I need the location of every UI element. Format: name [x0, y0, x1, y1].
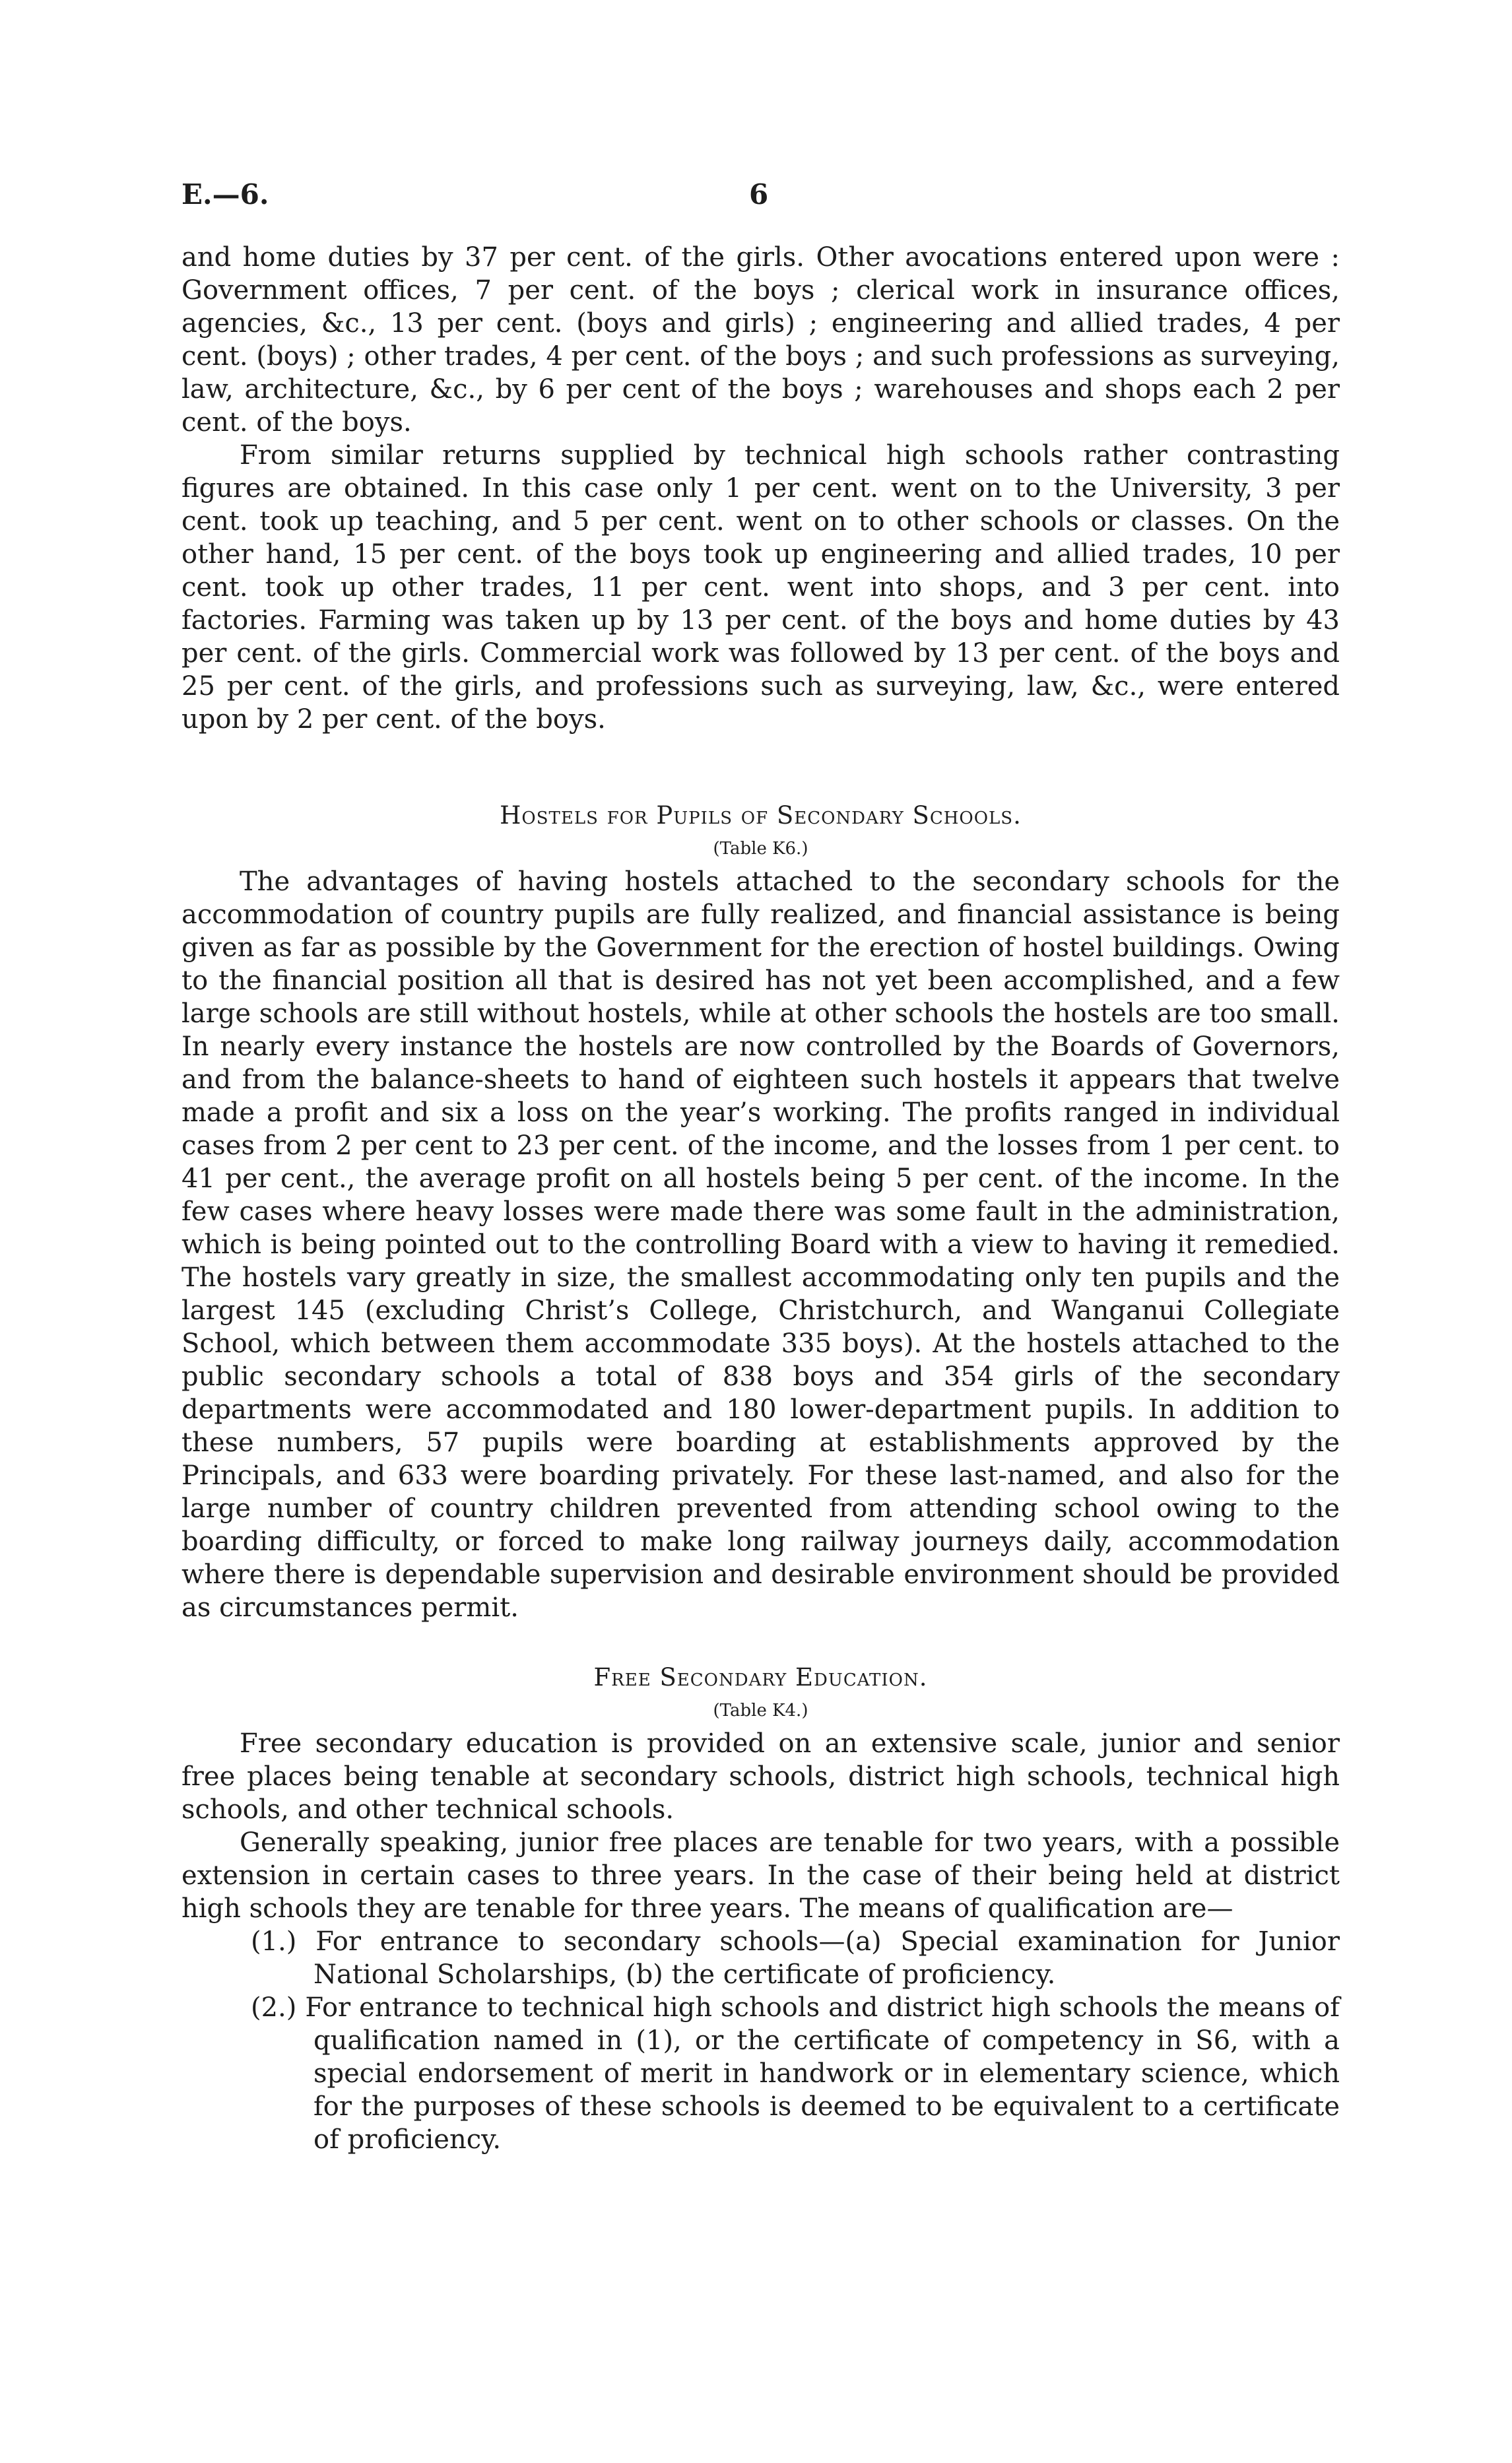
list-marker: (1.)	[251, 1926, 297, 1957]
section-heading-free-secondary: Free Secondary Education.	[593, 1663, 928, 1691]
table-reference-k6: (Table K6.)	[713, 839, 808, 859]
spacer	[181, 736, 1340, 799]
list-text: For entrance to technical high schools and district high schools the means of qualification named in (1), or the certificate of competency in S6, with a special endorsement of merit in handwork or in elementary science, which for the purposes of these schools is deemed to be equivalent to a certificate of proficiency.	[305, 1992, 1340, 2155]
body-text	[181, 241, 1340, 2156]
list-marker: (2.)	[251, 1992, 297, 2023]
page-number: 6	[749, 178, 769, 211]
document-reference: E.—6.	[181, 178, 269, 211]
paragraph-free-1: Free secondary education is provided on an extensive scale, junior and senior free places being tenable at secondary schools, district high schools, technical high schools, and other technical schools.	[181, 1728, 1340, 1825]
paragraph-free-2: Generally speaking, junior free places are tenable for two years, with a possible extension in certain cases to three years. In the case of their being held at district high schools they are tenable for three years. The means of qualification are—	[181, 1827, 1340, 1924]
section-heading-hostels: Hostels for Pupils of Secondary Schools.	[500, 801, 1022, 830]
list-text: For entrance to secondary schools—(a) Special examination for Junior National Scholarships, (b) the certificate of proficiency.	[313, 1926, 1340, 1990]
list-item-qualification-1	[181, 1925, 1340, 1991]
paragraph-hostels: The advantages of having hostels attached to the secondary schools for the accommodation of country pupils are fully realized, and financial assistance is being given as far as possible by the Government for the erection of hostel buildings. Owing to the financial position all that is desired has not yet been accomplished, and a few large schools are still without hostels, while at other schools the hostels are too small. In nearly every instance the hostels are now controlled by the Boards of Governors, and from the balance-sheets to hand of eighteen such hostels it appears that twelve made a profit and six a loss on the year’s working. The profits ranged in individual cases from 2 per cent to 23 per cent. of the income, and the losses from 1 per cent. to 41 per cent., the average profit on all hostels being 5 per cent. of the income. In the few cases where heavy losses were made there was some fault in the administration, which is being pointed out to the controlling Board with a view to having it remedied. The hostels vary greatly in size, the smallest accommodating only ten pupils and the largest 145 (excluding Christ’s College, Christchurch, and Wanganui Collegiate School, which between them accommodate 335 boys). At the hostels attached to the public secondary schools a total of 838 boys and 354 girls of the secondary departments were accommodated and 180 lower-department pupils. In addition to these numbers, 57 pupils were boarding at establishments approved by the Principals, and 633 were boarding privately. For these last-named, and also for the large number of country children prevented from attending school owing to the boarding difficulty, or forced to make long railway journeys daily, accommodation where there is dependable supervision and desirable environment should be provided as circumstances permit.	[181, 867, 1340, 1623]
spacer	[181, 1624, 1340, 1661]
running-head	[181, 178, 1340, 218]
paragraph-intro-2: From similar returns supplied by technical high schools rather contrasting figures are obtained. In this case only 1 per cent. went on to the University, 3 per cent. took up teaching, and 5 per cent. went on to other schools or classes. On the other hand, 15 per cent. of the boys took up engineering and allied trades, 10 per cent. took up other trades, 11 per cent. went into shops, and 3 per cent. into factories. Farming was taken up by 13 per cent. of the boys and home duties by 43 per cent. of the girls. Commercial work was followed by 13 per cent. of the boys and 25 per cent. of the girls, and professions such as surveying, law, &c., were entered upon by 2 per cent. of the boys.	[181, 440, 1340, 735]
table-reference-k4: (Table K4.)	[713, 1701, 808, 1721]
paragraph-intro-1: and home duties by 37 per cent. of the girls. Other avocations entered upon were : Government offices, 7 per cent. of the boys ; clerical work in insurance offices, agencies, &c., 13 per cent. (boys and girls) ; engineering and allied trades, 4 per cent. (boys) ; other trades, 4 per cent. of the boys ; and such professions as surveying, law, architecture, &c., by 6 per cent of the boys ; warehouses and shops each 2 per cent. of the boys.	[181, 242, 1340, 438]
list-item-qualification-2	[181, 1991, 1340, 2156]
